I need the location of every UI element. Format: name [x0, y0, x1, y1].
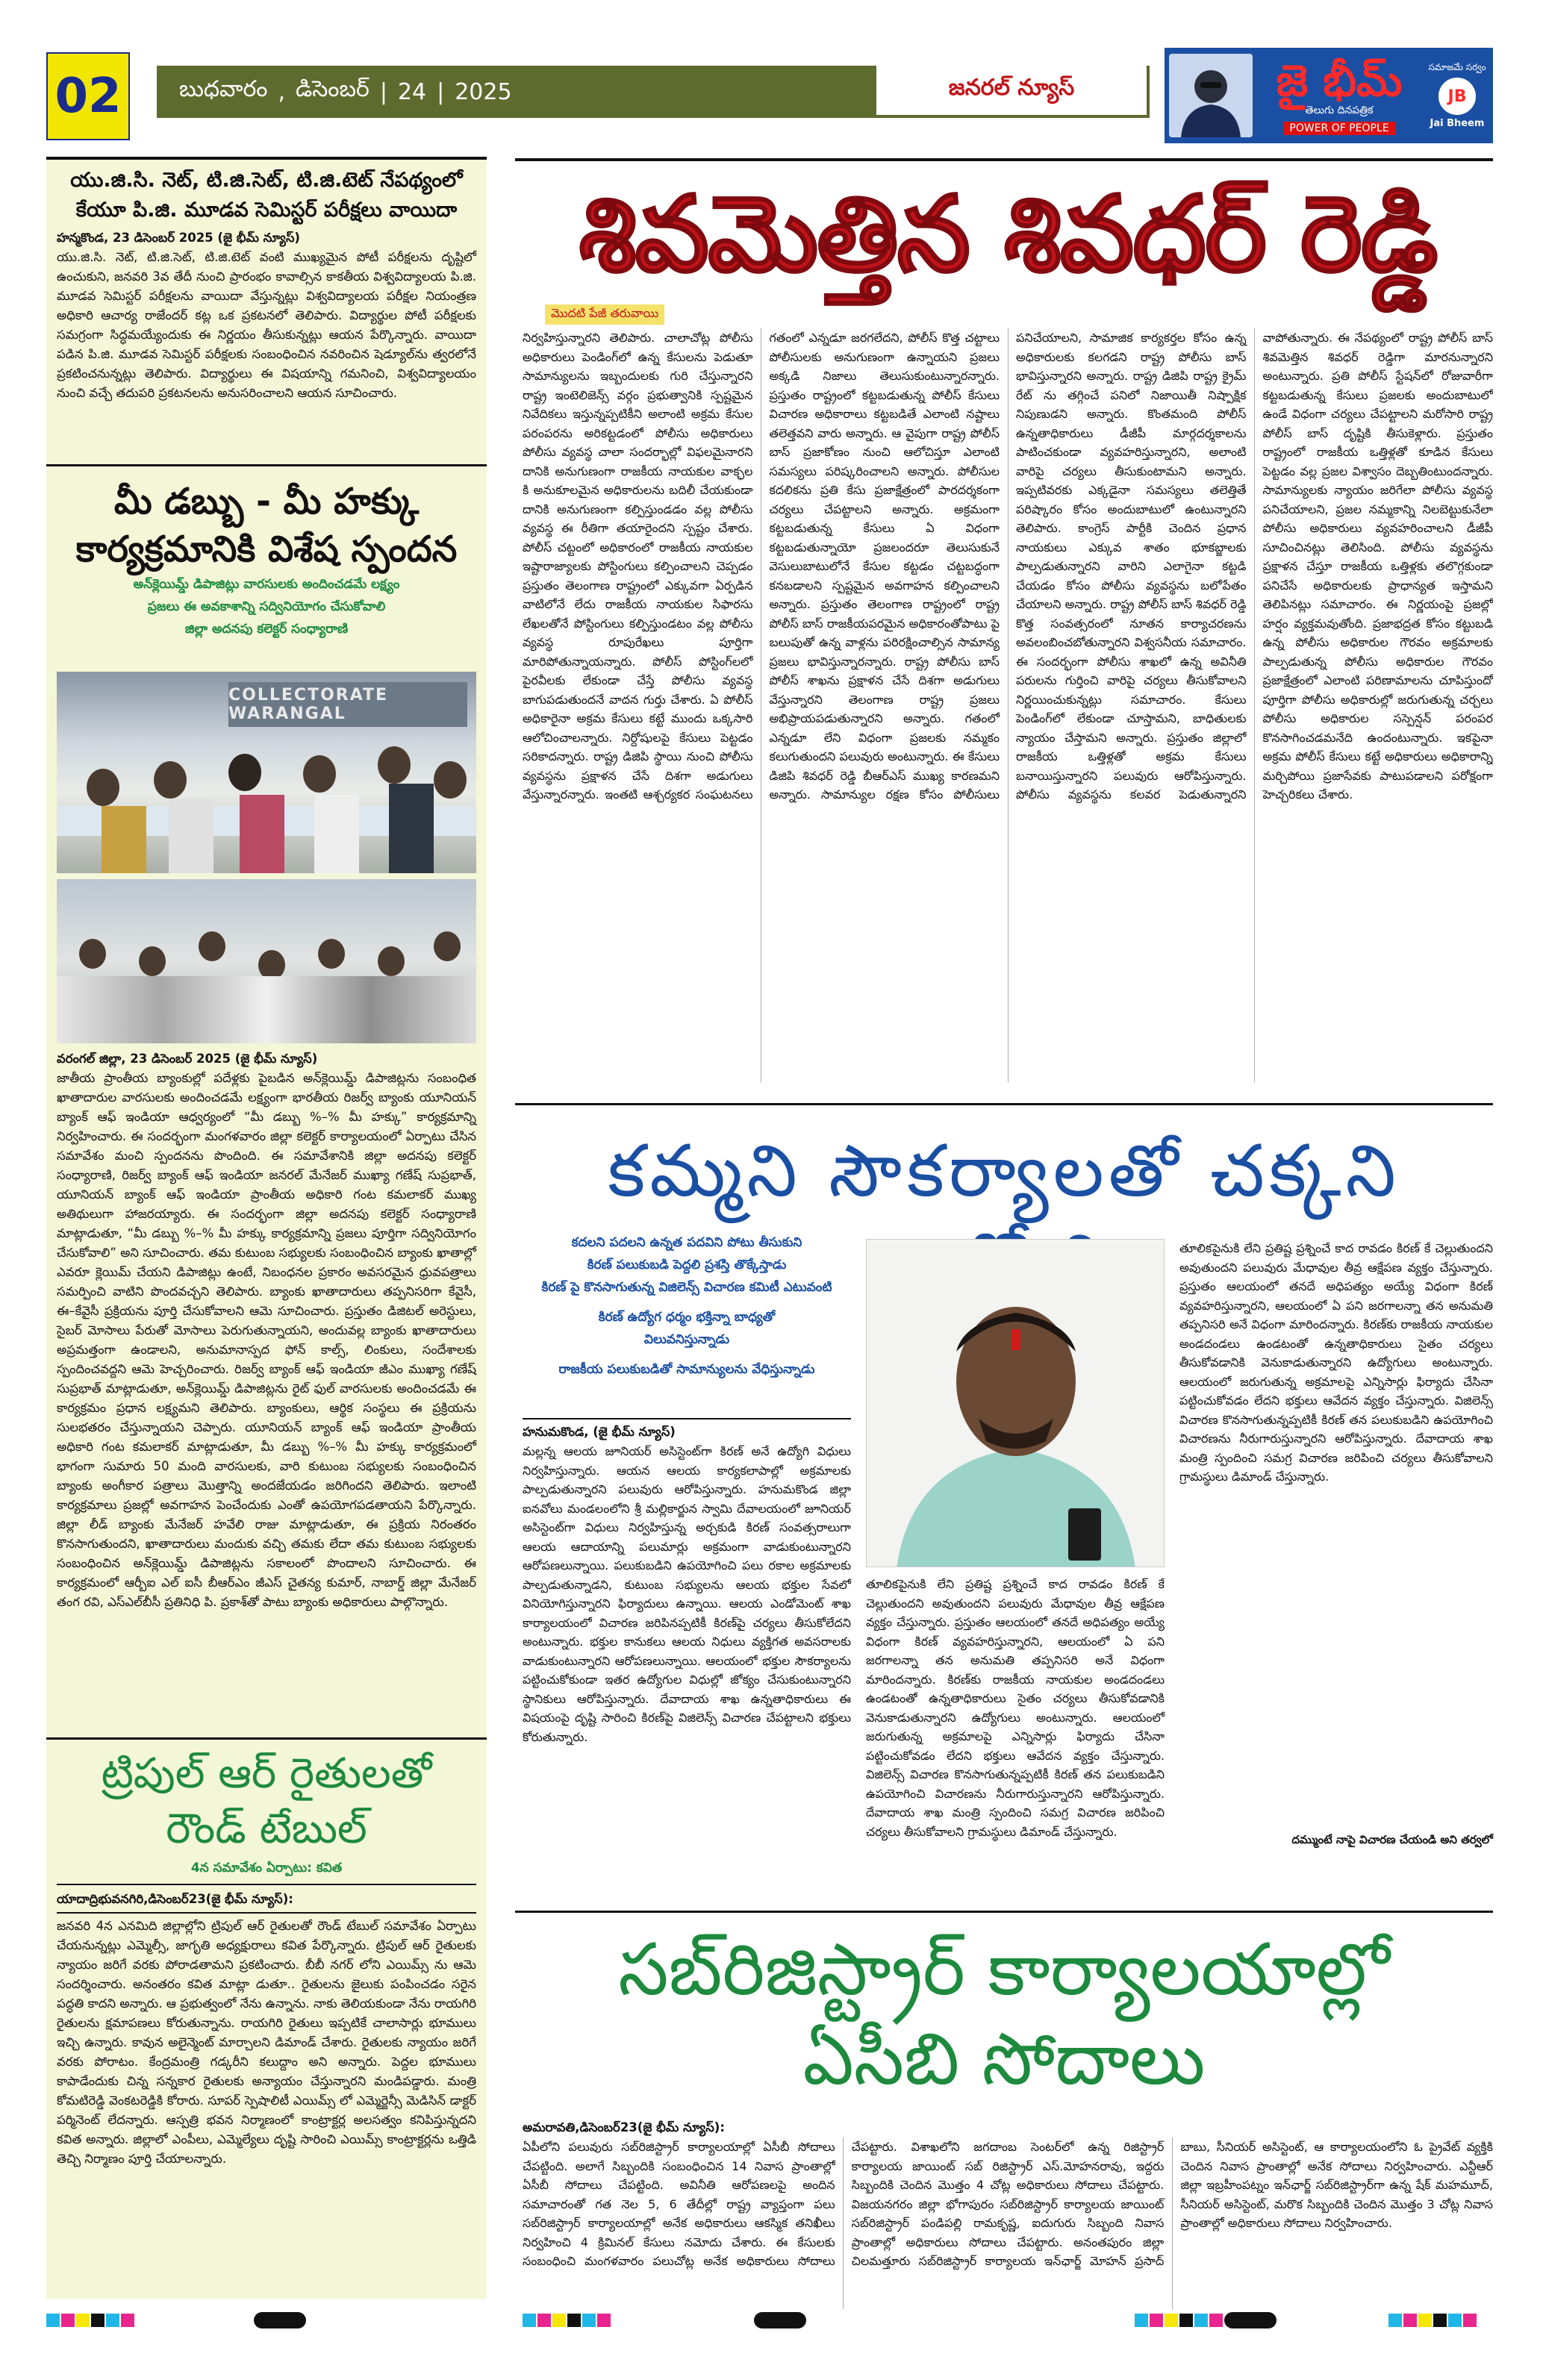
dateline: హన్మకొండ, 23 డిసెంబర్ 2025 (జై భీమ్ న్యూస్) [57, 231, 300, 245]
employee-article-right [1179, 1239, 1493, 1849]
logo-title: జై భీమ్ [1276, 54, 1403, 106]
collectorate-banner: COLLECTORATE WARANGAL [228, 682, 467, 727]
logo-small: సమాజమే సర్వం [1428, 62, 1486, 72]
color-bar-mid-left [523, 2314, 611, 2327]
meeting-photo-2 [57, 879, 476, 1043]
acb-headline-line2: ఏసీబి సోదాలు [802, 2017, 1206, 2101]
employee-article-left [523, 1418, 851, 1746]
article-triple-r [57, 1746, 476, 2169]
year: 2025 [455, 78, 512, 105]
color-bar-right [1388, 2314, 1477, 2327]
employee-portrait [866, 1239, 1165, 1567]
register-mark [1224, 2312, 1277, 2329]
dateline: హనుమకొండ, (జై భీమ్ న్యూస్) [523, 1425, 676, 1439]
article-body: యు.జి.సి. నెట్, టి.జి.సెట్, టి.జి.టెట్ వంటి ముఖ్యమైన పోటీ పరీక్షలను దృష్టిలో ఉంచుకుని, జనవరి 3వ తేదీ నుంచి ప్రారంభం కావాల్సిన కాకతీయ విశ్వవిద్యాలయ పి.జి. మూడవ సెమిస్టర్ పరీక్షలను వాయిదా వేస్తున్నట్లు విశ్వవిద్యాలయ పరీక్షల నియంత్రణ అధికారి ఆచార్య రాజేందర్ కట్ల ఒక ప్రకటనలో తెలిపారు. విద్యార్థుల పోటీ పరీక్షలకు సమగ్రంగా సిద్ధమయ్యేందుకు ఈ నిర్ణయం తీసుకున్నట్లు ఆయన పేర్కొన్నారు. వాయిదా పడిన పి.జి. మూడవ సెమిస్టర్ పరీక్షలకు సంబంధించిన నవరించిన షెడ్యూల్‌ను త్వరలోనే ప్రకటించనున్నట్లు తెలిపారు. విద్యార్థులు ఈ విషయాన్ని గమనించి, విశ్వవిద్యాలయం నుంచి వచ్చే తదుపరి ప్రకటనలను అనుసరించాలని ఆయన సూచించారు. [57, 250, 476, 400]
main-article-body: నిర్వహిస్తున్నారని తెలిపారు. చాలాచోట్ల పోలీసు అధికారులు పెండింగ్‌లో ఉన్న కేసులను పెడుతూ సామాన్యులను ఇబ్బందులకు గురి చేస్తున్నారని రాష్ట్ర ఇంటెలిజెన్స్ వర్గం ప్రభుత్వానికి స్పష్టమైన నివేదికలు ఇస్తున్నప్పటికీని అలాంటి అక్రమ కేసుల పరంపరను అరికట్టడంలో పోలీసు అధికారులు పోలీసు వ్యవస్థ చాలా సందర్భాల్లో విఫలమైనారని దానికి అనుగుణంగా రాజకీయ నాయకుల వాక్ఛల కి అనుకూలమైన అధికారులను బదిలీ చేయకుండా దానికి అనుగుణంగా కల్పిస్తుండడం వల్ల పోలీసు వ్యవస్థ ఈ రీతిగా తయారైందని స్పష్టం చేశారు. పోలీస్ చట్టంలో అధికారంలో రాజకీయ నాయకుల ఇష్టారాజ్యాలకు పోస్టింగులు కల్పించాలని చెప్పడం ప్రస్తుతం తెలంగాణ రాష్ట్రంలో ఎక్కువగా ఏర్పడిన వాటిలోనే లేదు రాజకీయ నాయకుల సిఫారసు లేఖలతోనే పోస్టింగులు కల్పిస్తుండటం వల్ల పోలీసు వ్యవస్థ రూపురేఖలు పూర్తిగా మారిపోతున్నాయన్నారు. పోలీస్ పోస్టింగ్‌లలో పైరవీలకు లేకుండా చేస్తే పోలీసు వ్యవస్థ బాగుపడుతుందనే వాదన గుర్తు చేశారు. ఏ పోలీస్ అధికారైనా అక్రమ కేసులు కట్టే ముందు ఒక్కసారి ఆలోచించాలన్నారు. నిర్దోషులపై కేసులు పెట్టడం సరికాదన్నారు. రాష్ట్ర డిజిపి స్థాయి నుంచి పోలీసు వ్యవస్థను ప్రక్షాళన చేసే దిశగా అడుగులు వేస్తున్నారన్నారు. ఇంతటి ఆశ్చర్యకర సంఘటనలు గతంలో ఎన్నడూ జరగలేదని, పోలీస్ కొత్త చట్టాలు పోలీసులకు అనుగుణంగా ఉన్నాయని ప్రజలు అక్కడి నిజాలు తెలుసుకుంటున్నారన్నారు. ప్రస్తుతం రాష్ట్రంలో కట్టబడుతున్న పోలీస్ కేసులు విచారణ అధికారాలు కట్టబడితే ఎలాంటి నష్టాలు తలెత్తవని వారు అన్నారు. ఆ వైపుగా రాష్ట్ర పోలీస్ బాస్ ప్రజాకోణం నుంచి ఆలోచిస్తూ ఎలాంటి సమస్యలు పరిష్కరించాలని అన్నారు. పోలీసుల కదలికను ప్రతి కేసు ప్రజాక్షేత్రంలో పారదర్శకంగా చర్యలు చేపట్టాలని అన్నారు. అక్రమంగా కట్టబడుతున్న కేసులు ఏ విధంగా కట్టబడుతున్నాయో ప్రజలందరూ తెలుసుకునే వెసులుబాటులోనే కేసుల కట్టడం చట్టబద్ధంగా కనబడాలని స్పష్టమైన అవగాహన కల్పించాలని అన్నారు. ప్రస్తుతం తెలంగాణ రాష్ట్రంలో రాష్ట్ర పోలీస్ బాస్ రాజకీయపరమైన అధికారంతోపాటు పై బలుపుతో ఉన్న వాళ్లను పరిరక్షించాల్సిన సామాన్య ప్రజలు భావిస్తున్నారన్నారు. రాష్ట్ర పోలీసు బాస్ పోలీస్ శాఖను ప్రక్షాళన చేసే దిశగా అడుగులు వేస్తున్నారని తెలంగాణ రాష్ట్ర ప్రజలు అభిప్రాయపడుతున్నారని అన్నారు. గతంలో ఎన్నడూ లేని విధంగా ప్రజలకు నమ్మకం కలుగుతుందని పలువురు అంటున్నారు. ఈ కేసులు డిజిపి శివధర్ రెడ్డి బీఆర్ఎస్ ముఖ్య కారణమని అన్నారు. సామాన్యుల రక్షణ కోసం పోలీసులు పనిచేయాలని, సామాజిక కార్యకర్తల కోసం ఉన్న అధికారులకు కలగడని రాష్ట్ర పోలీసు బాస్ భావిస్తున్నారని అన్నారు. రాష్ట్ర డిజిపి రాష్ట్ర క్రైమ్ రేట్ ను తగ్గించే పనిలో నిజాయితీ నిష్పాక్షిక నిపుణుడని అన్నారు. కొంతమంది పోలీస్ ఉన్నతాధికారులు డీజీపీ మార్గదర్శకాలను పాటించకుండా వ్యవహరిస్తున్నారని, అలాంటి వారిపై చర్యలు తీసుకుంటామని అన్నారు. ఇప్పటివరకు ఎక్కడైనా సమస్యలు తలెత్తితే పరిష్కారం కోసం అందుబాటులో ఉంటున్నారని తెలిపారు. కాంగ్రెస్ పార్టీకి చెందిన ప్రధాన నాయకులు ఎక్కువ శాతం భూకబ్జాలకు పాల్పడుతున్నారని వారిని ఎలాగైనా కట్టడి చేయడం కోసం పోలీసు వ్యవస్థను బలోపేతం చేయాలని అన్నారు. రాష్ట్ర పోలీస్ బాస్ శివధర్ రెడ్డి కొత్త సంవత్సరంలో నూతన కార్యాచరణను అవలంబించబోతున్నారని విశ్వసనీయ సమాచారం. ఈ సందర్భంగా పోలీసు శాఖలో ఉన్న అవినీతి పరులను గుర్తించి వారిపై చర్యలు తీసుకోవాలని నిర్ణయించుకున్నట్లు సమాచారం. కేసులు పెండింగ్‌లో లేకుండా చూస్తామని, బాధితులకు న్యాయం చేస్తామని అన్నారు. ప్రస్తుతం జిల్లాలో రాజకీయ ఒత్తిళ్లతో అక్రమ కేసులు బనాయిస్తున్నారని పలువురు ఆరోపిస్తున్నారు. పోలీసు వ్యవస్థను కలవర పెడుతున్నారని వాపోతున్నారు. ఈ నేపథ్యంలో రాష్ట్ర పోలీస్ బాస్ శివమెత్తిన శివధర్ రెడ్డిగా మారనున్నారని అంటున్నారు. ప్రతి పోలీస్ స్టేషన్‌లో రోజువారీగా కట్టబడుతున్న కేసులు ప్రజలకు అందుబాటులో ఉండే విధంగా చర్యలు చేపట్టాలని మరోసారి రాష్ట్ర పోలీస్ బాస్ దృష్టికి తీసుకెళ్లారు. ప్రస్తుతం రాష్ట్రంలో రాజకీయ ఒత్తిళ్లతో కూడిన కేసులు పెట్టడం వల్ల ప్రజల విశ్వాసం దెబ్బతింటుందన్నారు. సామాన్యులకు న్యాయం జరిగేలా పోలీసు వ్యవస్థ పనిచేయాలని, ప్రజల నమ్మకాన్ని నిలబెట్టుకునేలా పోలీసు అధికారులు వ్యవహరించాలని డీజీపీ సూచించినట్లు తెలిసింది. పోలీసు వ్యవస్థను ప్రక్షాళన చేస్తూ రాజకీయ ఒత్తిళ్లకు తలొగ్గకుండా పనిచేసే అధికారులకు ప్రాధాన్యత ఇస్తామని తెలిపినట్లు సమాచారం. ఈ నిర్ణయంపై ప్రజల్లో హర్షం వ్యక్తమవుతోంది. ప్రజాభద్రత కోసం కట్టుబడి ఉన్న పోలీసు అధికారుల గౌరవం అక్రమాలకు పాల్పడుతున్న పోలీసు అధికారుల గౌరవం ప్రజాక్షేత్రంలో ఎలాంటి పరిణామాలను చూపిస్తుందో పూర్తిగా పోలీసు అధికారుల్లో జరుగుతున్న చర్చలు పోలీసు అధికారుల సస్పెన్షన్ పరంపర కొనసాగించడమనేది ఉందంటున్నారు. ఇకపైనా అక్రమ పోలీస్ కేసులు కట్టే అధికారులు అధికారాన్ని మర్చిపోయి ప్రజాసేవకు పాటుపడాలని పరోక్షంగా హెచ్చరికలు చేశారు. [523, 331, 1493, 802]
article-title: ట్రిపుల్ ఆర్ రైతులతో [101, 1749, 432, 1798]
subhead: రాజకీయ పలుకుబడితో సామాన్యులను వేధిస్తున్నాడు [558, 1362, 815, 1377]
logo-en: Jai Bheem [1430, 118, 1485, 129]
page-number: 02 [46, 52, 130, 140]
article-title-line2: కార్యక్రమానికి విశేష స్పందన [75, 528, 458, 570]
dateline: అమరావతి,డిసెంబర్23(జై భీమ్ న్యూస్): [523, 2120, 725, 2134]
subhead: 4న సమావేశం ఏర్పాటు: కవిత [190, 1861, 343, 1875]
employee-subheads [523, 1231, 851, 1381]
color-bar-mid-right [1135, 2314, 1223, 2327]
masthead-logo [1165, 48, 1493, 143]
article-body: తూలికపైనుకి లేని ప్రతిష్ట ప్రశ్నించే కాద రావడం కిరణ్ కే చెల్లుతుందని అవుతుందని పలువురు మేధావుల తీవ్ర ఆక్షేపణ వ్యక్తం చేస్తున్నారు. ప్రస్తుతం ఆలయంలో తనదే అధిపత్యం అయ్యే విధంగా కిరణ్ వ్యవహరిస్తున్నారని, ఆలయంలో ఏ పని జరగాలన్నా తన అనుమతి తప్పనిసరి అనే విధంగా మారిందన్నారు. కిరణ్‌కు రాజకీయ నాయకుల అండదండలు ఉండటంతో ఉన్నతాధికారులు సైతం చర్యలు తీసుకోవడానికి వెనుకాడుతున్నారని ఉద్యోగులు అంటున్నారు. ఆలయంలో జరుగుతున్న అక్రమాలపై ఎన్నిసార్లు ఫిర్యాదు చేసినా పట్టించుకోవడం లేదని భక్తులు ఆవేదన వ్యక్తం చేస్తున్నారు. విజిలెన్స్ విచారణ కొనసాగుతున్నప్పటికీ కిరణ్ తన పలుకుబడిని ఉపయోగించి విచారణను నీరుగారుస్తున్నారని ఆరోపిస్తున్నారు. దేవాదాయ శాఖ మంత్రి స్పందించి సమగ్ర విచారణ జరిపించి చర్యలు తీసుకోవాలని గ్రామస్థులు డిమాండ్ చేస్తున్నారు. [866, 1577, 1165, 1839]
subhead: కిరణ్ ఉద్యోగ ధర్మం భక్తిన్నా బాధ్యతో [598, 1310, 776, 1325]
acb-headline: సబ్‌రిజిస్ట్రార్ కార్యాలయాల్లో [618, 1928, 1390, 2011]
continued-tag: మొదటి పేజీ తరువాయి [545, 304, 664, 325]
article-ku-exams [57, 166, 476, 403]
date-bar: బుధవారం , డిసెంబర్ | 24 | 2025 [157, 66, 873, 118]
month: డిసెంబర్ [296, 76, 370, 102]
register-mark [254, 2312, 306, 2329]
subhead: ప్రజలు ఈ అవకాశాన్ని సద్వినియోగం చేసుకోవాలి [147, 599, 386, 614]
article-title: యు.జి.సి. నెట్, టి.జి.సెట్, టి.జి.టెట్ నేపథ్యంలో కేయూ పి.జి. మూడవ సెమిస్టర్ పరీక్షలు వాయిదా [70, 169, 463, 222]
subhead: కిరణ్ పై కొనసాగుతున్న విజిలెన్స్ విచారణ కమిటీ ఎటువంటి [541, 1280, 832, 1295]
jb-seal-icon: JB [1438, 78, 1476, 115]
left-column [46, 157, 487, 2299]
article-body: జనవరి 4న ఎనమిది జిల్లాల్లోని ట్రిపుల్ ఆర్ రైతులతో రౌండ్ టేబుల్ సమావేశం ఏర్పాటు చేయనున్నట్లు ఎమ్మెల్సీ, జాగృతి అధ్యక్షురాలు కవిత పేర్కొన్నారు. ట్రిపుల్ ఆర్ రైతులకు న్యాయం జరిగే వరకు పోరాడతామని ప్రకటించారు. బీబీ నగర్ లోని ఎయిమ్స్ ను ఆమె సందర్శించారు. అనంతరం కవిత మాట్లా డుతూ.. రైతులను జైలుకు పంపించడం సరైన పద్ధతి కాదని అన్నారు. ఆ ప్రభుత్వంలో నేను ఉన్నాను. నాకు తెలియకుండా నేను రాయగిరి రైతులను క్షమాపణలు కోరుతున్నాను. రాయగిరి రైతులు ఇప్పటికే చాలాసార్లు భూములు ఇచ్చి ఉన్నారు. కావున అలైన్మెంట్ మార్చాలని డిమాండ్ చేశారు. రైతులకు న్యాయం జరిగే వరకు పోరాటం. కేంద్రమంత్రి గడ్కరీని కలుద్దాం అని అన్నారు. పెద్దల భూములు కాపాడేందుకు చిన్న సన్నకార రైతులకు అన్యాయం చేస్తున్నారని మండిపడ్డారు. మంత్రి కోమటిరెడ్డి వెంకటరెడ్డికి కోరారు. సూపర్ స్పెషాలిటీ ఎయిమ్స్ లో ఎమ్మెర్జెన్సీ మెడిసిన్ డాక్టర్ పర్మినెంట్ లేదన్నారు. ఆస్పత్రి భవన నిర్మాణంలో కాంట్రాక్టర్ల అలసత్వం కనిపిస్తున్నదని కవిత అన్నారు. జిల్లాలో ఎంపీలు, ఎమ్మెల్యేలు దృష్టి సారించి ఎయిమ్స్ కాంట్రాక్టర్లను ఒత్తిడి తెచ్చి నిర్మాణం పూర్తి చేయాలన్నారు. [57, 1919, 477, 2166]
register-mark [754, 2312, 806, 2329]
subhead: జిల్లా అదనపు కలెక్టర్ సంధ్యారాణి [184, 622, 349, 637]
dateline: వరంగల్ జిల్లా, 23 డిసెంబర్ 2025 (జై భీమ్ న్యూస్) [57, 1052, 318, 1066]
weekday: బుధవారం [179, 76, 268, 102]
article-title: మీ డబ్బు - మీ హక్కు [113, 481, 420, 522]
subhead: కిరణ్ పలుకుబడి పెద్దలి ప్రశస్తి తొక్కేస్తాడు [587, 1258, 787, 1272]
employee-headline: కమ్మని సౌకర్యాలతో చక్కని [608, 1129, 1400, 1213]
subhead: అన్‌క్లెయిమ్డ్ డిపాజిట్లు వారసులకు అందించడమే లక్ష్యం [133, 577, 400, 592]
portrait-icon [1169, 54, 1253, 137]
employee-article-middle [866, 1575, 1165, 1841]
section-label: జనరల్ న్యూస్ [873, 66, 1150, 118]
dateline: యాదాద్రిభువనగిరి,డిసెంబర్23(జై భీమ్ న్యూస్): [57, 1892, 293, 1906]
meeting-photo-1 [57, 672, 476, 873]
color-bar-left [46, 2314, 134, 2327]
main-headline: శివమెత్తిన శివధర్ రెడ్డి [579, 174, 1437, 296]
article-mee-dabbu [57, 478, 476, 640]
subhead: విలువనిస్తున్నాడు [643, 1332, 730, 1347]
article-body: మల్లన్న ఆలయ జూనియర్ అసిస్టెంట్‌గా కిరణ్ అనే ఉద్యోగి విధులు నిర్వహిస్తున్నారు. ఆయన ఆలయ కార్యకలాపాల్లో అక్రమాలకు పాల్పడుతున్నారని పలువురు ఆరోపిస్తున్నారు. హనుమకొండ జిల్లా ఐనవోలు మండలంలోని శ్రీ మల్లికార్జున స్వామి దేవాలయంలో జూనియర్ అసిస్టెంట్‌గా విధులు నిర్వహిస్తున్న అర్చకుడి కిరణ్ సంవత్సరాలుగా ఆలయ ఆదాయాన్ని పలుమార్లు అక్రమంగా వాడుకుంటున్నారని ఆరోపణలున్నాయి. పలుకుబడిని ఉపయోగించి పలు రకాల అక్రమాలకు పాల్పడుతున్నాడని, కుటుంబ సభ్యులను ఆలయ భక్తుల సేవలో వినియోగిస్తున్నారని ఫిర్యాదులు ఉన్నాయి. ఆలయ ఎండోమెంట్ శాఖ కార్యాలయంలో విచారణ జరిపినప్పటికీ కిరణ్‌పై చర్యలు తీసుకోలేదని అంటున్నారు. భక్తుల కానుకలు ఆలయ నిధులు వ్యక్తిగత అవసరాలకు వాడుకుంటున్నారని ఆరోపణలున్నాయి. ఆలయంలో భక్తుల సౌకర్యాలను పట్టించుకోకుండా ఇతర ఉద్యోగుల విధుల్లో జోక్యం చేసుకుంటున్నారని స్థానికులు ఆరోపిస్తున్నారు. దేవాదాయ శాఖ ఉన్నతాధికారులు ఈ విషయంపై దృష్టి సారించి కిరణ్‌పై విజిలెన్స్ విచారణ చేపట్టాలని భక్తులు కోరుతున్నారు. [523, 1444, 851, 1744]
subhead: కదలని పదలని ఉన్నత పదవిని పోటు తీసుకుని [571, 1235, 802, 1250]
logo-tagline: POWER OF PEOPLE [1283, 122, 1394, 135]
acb-article [523, 2118, 1493, 2309]
article-body: ఏపీలోని పలువురు సబ్‌రిజిస్ట్రార్ కార్యాలయాల్లో ఏసీబీ సోదాలు చేపట్టింది. అలాగే సిబ్బందికి సంబంధించిన 14 నివాస ప్రాంతాల్లో ఏసీబీ సోదాలు చేపట్టింది. అవినీతి ఆరోపణలపై అందిన సమాచారంతో గత నెల 5, 6 తేదీల్లో రాష్ట్ర వ్యాప్తంగా పలు సబ్‌రిజిస్ట్రార్ కార్యాలయాల్లో అనేక అధికారులు ఆకస్మిక తనిఖీలు నిర్వహించి 4 క్రిమినల్ కేసులు నమోదు చేశారు. ఈ కేసులకు సంబంధించి మంగళవారం పలుచోట్ల అనేక అధికారులు సోదాలు చేపట్టారు. విశాఖలోని జగదాంబ సెంటర్‌లో ఉన్న రిజిస్ట్రార్ కార్యాలయ జాయింట్ సబ్ రిజిస్ట్రార్ ఎస్.మోహనరావు, ఇద్దరు సిబ్బందికి చెందిన మొత్తం 4 చోట్ల అధికారులు సోదాలు చేపట్టారు. విజయనగరం జిల్లా భోగాపురం సబ్‌రిజిస్ట్రార్ కార్యాలయ జాయింట్ సబ్‌రిజిస్ట్రార్ పండిపల్లి రామకృష్ణ, ఐదుగురు సిబ్బంది నివాస ప్రాంతాల్లో అధికారులు సోదాలు చేపట్టారు. అనంతపురం జిల్లా చిలమత్తూరు సబ్‌రిజిస్ట్రార్ కార్యాలయ ఇన్‌ఛార్జ్ మోహన్ ప్రసాద్ బాబు, సీనియర్ అసిస్టెంట్, ఆ కార్యాలయంలోని ఓ ప్రైవేట్ వ్యక్తికి చెందిన నివాస ప్రాంతాల్లో అనేక సోదాలు నిర్వహించారు. ఎన్టీఆర్ జిల్లా ఇబ్రహీంపట్నం ఇన్‌ఛార్జ్ సబ్‌రిజిస్ట్రార్‌గా ఉన్న షేక్ మహమూద్, సీనియర్ అసిస్టెంట్, మరొక సిబ్బందికి చెందిన మొత్తం 3 చోట్ల నివాస ప్రాంతాల్లో అధికారులు సోదాలు నిర్వహించారు. [523, 2140, 1493, 2268]
logo-subtitle: తెలుగు దినపత్రిక [1305, 104, 1374, 116]
article-mee-dabbu-body [57, 1049, 476, 1612]
article-title-line2: రౌండ్ టేబుల్ [166, 1805, 367, 1853]
article-body: జాతీయ ప్రాంతీయ బ్యాంకుల్లో పదేళ్లకు పైబడిన అన్‌క్లెయిమ్డ్ డిపాజిట్లను సంబంధిత ఖాతాదారుల వారసులకు అందించడమే లక్ష్యంగా భారతీయ రిజర్వ్ బ్యాంకు యూనియన్ బ్యాంక్ ఆఫ్ ఇండియా ఆధ్వర్యంలో “మీ డబ్బు %–% మీ హక్కు” కార్యక్రమాన్ని నిర్వహించారు. ఈ సందర్భంగా మంగళవారం జిల్లా కలెక్టర్ కార్యాలయంలో ఏర్పాటు చేసిన సమావేశం మంచి స్పందనను పొందింది. ఈ సమావేశానికి జిల్లా అదనపు కలెక్టర్ సంధ్యారాణి, రిజర్వ్ బ్యాంక్ ఆఫ్ ఇండియా జనరల్ మేనేజర్ ముఖ్యా గణేష్ సుప్రభాత్, యూనియన్ బ్యాంక్ ఆఫ్ ఇండియా ప్రాంతీయ అధికారి గంట కమలాకర్ ముఖ్య అతిథులుగా హాజరయ్యారు. ఈ సందర్భంగా జిల్లా అదనపు కలెక్టర్ సంధ్యారాణి మాట్లాడుతూ, “మీ డబ్బు %–% మీ హక్కు కార్యక్రమాన్ని ప్రజలు పూర్తిగా సద్వినియోగం చేసుకోవాలి” అని సూచించారు. తమ కుటుంబ సభ్యులకు సంబంధించిన బ్యాంకు ఖాతాల్లో ఎవరూ క్లెయిమ్ చేయని డిపాజిట్లు ఉంటే, నిబంధనల ప్రకారం అవసరమైన ధ్రువపత్రాలు సమర్పించి వాటిని పొందవచ్చని తెలిపారు. బ్యాంకు ఖాతాదారులు తప్పనిసరిగా కేవైసీ, ఈ–కేవైసీ ప్రక్రియను పూర్తి చేసుకోవాలని ఆమె సూచించారు. ప్రస్తుతం డిజిటల్ అరెస్టులు, సైబర్ మోసాలు పేరుతో మోసాలు పెరుగుతున్నాయని, అందువల్ల బ్యాంకు ఖాతాదారులు అప్రమత్తంగా ఉండాలని, అనుమానాస్పద ఫోన్ కాల్స్, లింకులు, సందేశాలకు స్పందించవద్దని ఆమె హెచ్చరించారు. రిజర్వ్ బ్యాంక్ ఆఫ్ ఇండియా జీఎం ముఖ్యా గణేష్ సుప్రభాత్ మాట్లాడుతూ, అన్‌క్లెయిమ్డ్ డిపాజిట్లను రైట్ ఫుల్ వారసులకు అందించడమే ఈ కార్యక్రమం ప్రధాన లక్ష్యమని తెలిపారు. బ్యాంకులు, ఆర్థిక సంస్థలు ఈ ప్రక్రియను సులభతరం చేస్తున్నాయని చెప్పారు. యూనియన్ బ్యాంక్ ఆఫ్ ఇండియా ప్రాంతీయ అధికారి గంట కమలాకర్ మాట్లాడుతూ, మీ డబ్బు %–% మీ హక్కు కార్యక్రమంలో భాగంగా సుమారు 50 మంది వారసులకు, వారి కుటుంబ సభ్యులకు సంబంధించిన బ్యాంకు అంగీకార పత్రాలు మొత్తాన్ని అందజేయడం జరిగిందని తెలిపారు. ఇలాంటి కార్యక్రమాలు ప్రజల్లో అవగాహన పెంచేందుకు ఎంతో ఉపయోగపడతాయని పేర్కొన్నారు. జిల్లా లీడ్ బ్యాంకు మేనేజర్ హవేలి రాజు మాట్లాడుతూ, ఈ ప్రక్రియ నిరంతరం కొనసాగుతుందని, ఖాతాదారులు మందుకు వచ్చి తమకు లేదా తమ కుటుంబ సభ్యులకు సంబంధించిన అన్‌క్లెయిమ్డ్ డిపాజిట్లను సకాలంలో పొందాలని సూచించారు. ఈ కార్యక్రమంలో ఆర్బీఐ ఎల్ ఐసీ బీఆర్ఎం జీఎస్ చైతన్య కుమార్, నాబార్డ్ జిల్లా మేనేజర్ తంగ రవి, ఎస్‌ఎల్‌బీసీ ప్రతినిధి పి. ప్రకాశ్‌తో పాటు బ్యాంకు అధికారులు పాల్గొన్నారు. [57, 1071, 476, 1609]
article-body: తూలికపైనుకి లేని ప్రతిష్ట ప్రశ్నించే కాద రావడం కిరణ్ కే చెల్లుతుందని అవుతుందని పలువురు మేధావుల తీవ్ర ఆక్షేపణ వ్యక్తం చేస్తున్నారు. ప్రస్తుతం ఆలయంలో తనదే అధిపత్యం అయ్యే విధంగా కిరణ్ వ్యవహరిస్తున్నారని, ఆలయంలో ఏ పని జరగాలన్నా తన అనుమతి తప్పనిసరి అనే విధంగా మారిందన్నారు. కిరణ్‌కు రాజకీయ నాయకుల అండదండలు ఉండటంతో ఉన్నతాధికారులు సైతం చర్యలు తీసుకోవడానికి వెనుకాడుతున్నారని ఉద్యోగులు అంటున్నారు. ఆలయంలో జరుగుతున్న అక్రమాలపై ఎన్నిసార్లు ఫిర్యాదు చేసినా పట్టించుకోవడం లేదని భక్తులు ఆవేదన వ్యక్తం చేస్తున్నారు. విజిలెన్స్ విచారణ కొనసాగుతున్నప్పటికీ కిరణ్ తన పలుకుబడిని ఉపయోగించి విచారణను నీరుగారుస్తున్నారని ఆరోపిస్తున్నారు. దేవాదాయ శాఖ మంత్రి స్పందించి సమగ్ర విచారణ జరిపించి చర్యలు తీసుకోవాలని గ్రామస్థులు డిమాండ్ చేస్తున్నారు. [1179, 1241, 1493, 1484]
day: 24 [397, 78, 427, 105]
continued-line: దమ్ముంటే నాపై విచారణ చేయండి అని తర్వలో [1291, 1833, 1493, 1846]
